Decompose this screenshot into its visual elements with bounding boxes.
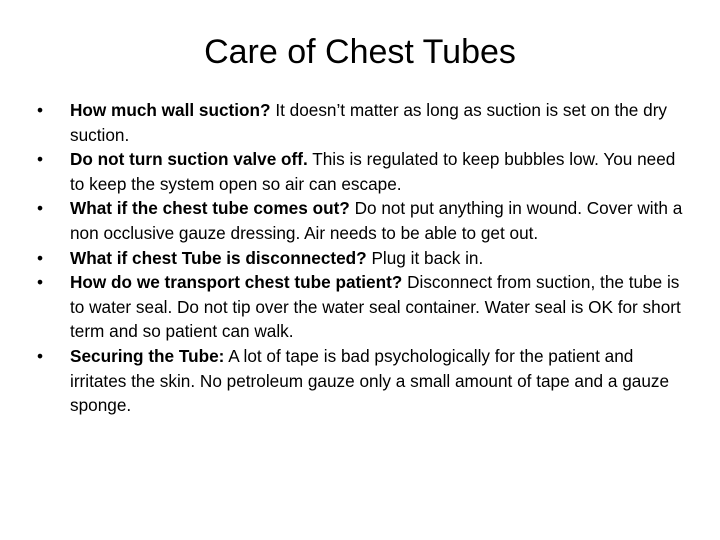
bullet-lead: How much wall suction? <box>70 100 271 120</box>
bullet-text: It doesn’t matter as long as suction is set on the dry suction. <box>70 100 668 145</box>
bullet-item <box>34 196 694 245</box>
bullet-lead: What if chest Tube is disconnected? <box>70 247 367 268</box>
bullet-item <box>34 344 694 418</box>
bullet-icon: • <box>36 247 44 268</box>
bullet-text: This is regulated to keep bubbles low. You need to keep the system open so air can escape. <box>70 149 676 194</box>
bullet-item <box>34 246 694 271</box>
bullet-lead: Securing the Tube: <box>70 345 225 366</box>
bullet-icon: • <box>36 345 44 366</box>
bullet-text: A lot of tape is bad psychologically for the patient and irritates the skin. No petroleum gauze only a small amount of tape and a gauze sponge. <box>70 345 670 416</box>
bullet-lead: What if the chest tube comes out? <box>70 198 350 219</box>
bullet-icon: • <box>36 149 44 170</box>
bullet-lead: How do we transport chest tube patient? <box>70 272 403 293</box>
bullet-icon: • <box>36 272 44 293</box>
bullet-text: Plug it back in. <box>366 247 484 268</box>
bullet-item <box>34 270 694 344</box>
slide-title: Care of Chest Tubes <box>204 33 516 71</box>
bullet-text: Do not put anything in wound. Cover with a non occlusive gauze dressing. Air needs to be able to get out. <box>70 198 683 243</box>
bullet-lead: Do not turn suction valve off. <box>70 149 308 170</box>
bullet-text: Disconnect from suction, the tube is to water seal. Do not tip over the water seal container. Water seal is OK for short term and so patient can walk. <box>70 272 681 342</box>
bullet-item <box>34 98 694 147</box>
bullet-icon: • <box>36 198 44 219</box>
bullet-item <box>34 147 694 196</box>
bullet-icon: • <box>36 100 44 120</box>
bullet-list <box>34 98 694 418</box>
